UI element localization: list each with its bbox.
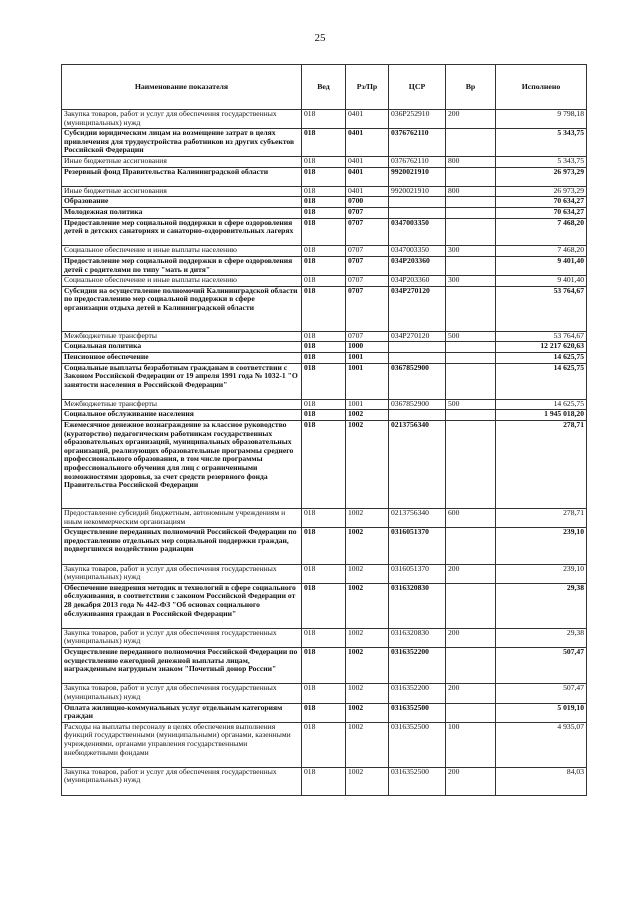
cell-csr: [389, 342, 446, 353]
cell-executed: 239,10: [496, 564, 587, 583]
cell-rz-pr: 0707: [346, 218, 389, 246]
cell-csr: 036P252910: [389, 110, 446, 129]
cell-executed: 9 401,40: [496, 276, 587, 287]
cell-name: Социальное обслуживание населения: [62, 410, 302, 421]
cell-vr: [446, 197, 496, 208]
table-row: [62, 421, 587, 509]
cell-rz-pr: 0707: [346, 207, 389, 218]
cell-vr: [446, 363, 496, 399]
cell-ved: 018: [302, 156, 346, 167]
cell-executed: 26 973,29: [496, 186, 587, 197]
table-row: [62, 218, 587, 246]
cell-name: Предоставление мер социальной поддержки в сфере оздоровления детей в детских санаториях и санаторно-оздоровительных лагерях: [62, 218, 302, 246]
table-row: [62, 207, 587, 218]
cell-name: Закупка товаров, работ и услуг для обеспечения государственных (муниципальных) нужд: [62, 628, 302, 647]
cell-csr: 0316352500: [389, 767, 446, 795]
cell-rz-pr: 0707: [346, 331, 389, 342]
cell-rz-pr: 1002: [346, 421, 389, 509]
cell-ved: 018: [302, 648, 346, 684]
cell-rz-pr: 0700: [346, 197, 389, 208]
cell-rz-pr: 1001: [346, 399, 389, 410]
cell-rz-pr: 1002: [346, 583, 389, 628]
table-row: [62, 410, 587, 421]
cell-rz-pr: 0401: [346, 167, 389, 186]
cell-ved: 018: [302, 399, 346, 410]
cell-vr: 500: [446, 399, 496, 410]
table-row: [62, 509, 587, 528]
table-row: [62, 767, 587, 795]
cell-ved: 018: [302, 110, 346, 129]
cell-vr: 200: [446, 564, 496, 583]
cell-rz-pr: 1002: [346, 564, 389, 583]
cell-rz-pr: 0401: [346, 156, 389, 167]
cell-name: Иные бюджетные ассигнования: [62, 156, 302, 167]
cell-rz-pr: 0707: [346, 286, 389, 331]
header-rz-pr: Рз/Пр: [346, 65, 389, 110]
cell-csr: 0213756340: [389, 509, 446, 528]
cell-executed: 278,71: [496, 421, 587, 509]
cell-executed: 5 019,10: [496, 703, 587, 722]
cell-rz-pr: 0401: [346, 186, 389, 197]
cell-ved: 018: [302, 218, 346, 246]
cell-name: Закупка товаров, работ и услуг для обеспечения государственных (муниципальных) нужд: [62, 767, 302, 795]
cell-rz-pr: 0707: [346, 256, 389, 275]
cell-ved: 018: [302, 509, 346, 528]
table-row: [62, 583, 587, 628]
budget-execution-table: [61, 64, 587, 796]
header-indicator-name: Наименование показателя: [62, 65, 302, 110]
cell-rz-pr: 1002: [346, 628, 389, 647]
cell-executed: 278,71: [496, 509, 587, 528]
cell-rz-pr: 0401: [346, 129, 389, 157]
table-row: [62, 331, 587, 342]
cell-rz-pr: 0707: [346, 276, 389, 287]
cell-name: Социальные выплаты безработным гражданам в соответствии с Законом Российской Федерации от 19 апреля 1991 года № 1032-1 "О занятости населения в Российской Федерации": [62, 363, 302, 399]
cell-ved: 018: [302, 528, 346, 564]
table-row: [62, 363, 587, 399]
table-row: [62, 156, 587, 167]
table-row: [62, 648, 587, 684]
cell-vr: 300: [446, 276, 496, 287]
cell-name: Обеспечение внедрения методик и технологий в сфере социального обслуживания, в соответствии с законом Российской Федерации от 28 декабря 2013 года № 442-ФЗ "Об основах социального обслуживания граждан в Российской Федерации": [62, 583, 302, 628]
cell-ved: 018: [302, 129, 346, 157]
cell-vr: 800: [446, 186, 496, 197]
cell-rz-pr: 1002: [346, 767, 389, 795]
cell-executed: 9 401,40: [496, 256, 587, 275]
cell-vr: 500: [446, 331, 496, 342]
cell-executed: 14 625,75: [496, 399, 587, 410]
cell-vr: [446, 207, 496, 218]
cell-rz-pr: 1002: [346, 410, 389, 421]
cell-csr: [389, 197, 446, 208]
cell-executed: 70 634,27: [496, 197, 587, 208]
cell-name: Иные бюджетные ассигнования: [62, 186, 302, 197]
cell-executed: 84,03: [496, 767, 587, 795]
cell-ved: 018: [302, 421, 346, 509]
cell-csr: [389, 207, 446, 218]
table-row: [62, 703, 587, 722]
table-row: [62, 722, 587, 767]
cell-ved: 018: [302, 207, 346, 218]
cell-rz-pr: 1002: [346, 528, 389, 564]
cell-csr: 0316352200: [389, 648, 446, 684]
cell-executed: 53 764,67: [496, 331, 587, 342]
cell-vr: [446, 648, 496, 684]
cell-rz-pr: 1002: [346, 684, 389, 703]
header-ved: Вед: [302, 65, 346, 110]
cell-csr: 0316320830: [389, 583, 446, 628]
cell-vr: 200: [446, 767, 496, 795]
cell-name: Социальное обеспечение и иные выплаты населению: [62, 246, 302, 257]
cell-executed: 26 973,29: [496, 167, 587, 186]
cell-vr: 200: [446, 110, 496, 129]
cell-csr: 0316352500: [389, 722, 446, 767]
cell-ved: 018: [302, 684, 346, 703]
cell-name: Социальное обеспечение и иные выплаты населению: [62, 276, 302, 287]
table-row: [62, 246, 587, 257]
cell-csr: 034P203360: [389, 276, 446, 287]
cell-csr: 9920021910: [389, 167, 446, 186]
cell-csr: 0376762110: [389, 156, 446, 167]
cell-vr: [446, 167, 496, 186]
cell-csr: 0316352500: [389, 703, 446, 722]
cell-csr: 034P270120: [389, 286, 446, 331]
table-row: [62, 197, 587, 208]
cell-vr: [446, 129, 496, 157]
cell-rz-pr: 0401: [346, 110, 389, 129]
cell-executed: 7 468,20: [496, 218, 587, 246]
cell-vr: 200: [446, 684, 496, 703]
cell-executed: 507,47: [496, 648, 587, 684]
table-row: [62, 186, 587, 197]
cell-ved: 018: [302, 167, 346, 186]
cell-vr: 100: [446, 722, 496, 767]
cell-ved: 018: [302, 410, 346, 421]
cell-vr: 200: [446, 628, 496, 647]
cell-ved: 018: [302, 276, 346, 287]
cell-name: Межбюджетные трансферты: [62, 399, 302, 410]
cell-ved: 018: [302, 564, 346, 583]
cell-name: Социальная политика: [62, 342, 302, 353]
cell-rz-pr: 1002: [346, 703, 389, 722]
cell-vr: 800: [446, 156, 496, 167]
cell-executed: 5 343,75: [496, 129, 587, 157]
page-number: 25: [314, 32, 326, 44]
cell-name: Расходы на выплаты персоналу в целях обеспечения выполнения функций государственными (муниципальными) органами, казенными учреждениями, органами управления государственными внебюджетными фондами: [62, 722, 302, 767]
cell-csr: 0367852900: [389, 399, 446, 410]
cell-ved: 018: [302, 628, 346, 647]
cell-executed: 70 634,27: [496, 207, 587, 218]
cell-vr: [446, 528, 496, 564]
cell-executed: 5 343,75: [496, 156, 587, 167]
cell-name: Осуществление переданных полномочий Российской Федерации по предоставлению отдельных мер социальной поддержки граждан, подвергшихся воздействию радиации: [62, 528, 302, 564]
cell-name: Закупка товаров, работ и услуг для обеспечения государственных (муниципальных) нужд: [62, 564, 302, 583]
cell-rz-pr: 1002: [346, 648, 389, 684]
cell-ved: 018: [302, 767, 346, 795]
cell-csr: 0316051370: [389, 528, 446, 564]
cell-vr: [446, 703, 496, 722]
header-csr: ЦСР: [389, 65, 446, 110]
table-row: [62, 129, 587, 157]
cell-name: Закупка товаров, работ и услуг для обеспечения государственных (муниципальных) нужд: [62, 684, 302, 703]
cell-csr: [389, 410, 446, 421]
cell-executed: 1 945 018,20: [496, 410, 587, 421]
cell-csr: 0347003350: [389, 218, 446, 246]
cell-rz-pr: 1002: [346, 509, 389, 528]
cell-ved: 018: [302, 256, 346, 275]
cell-ved: 018: [302, 703, 346, 722]
cell-csr: [389, 352, 446, 363]
header-vr: Вр: [446, 65, 496, 110]
cell-csr: 0316352200: [389, 684, 446, 703]
table-row: [62, 684, 587, 703]
cell-vr: [446, 583, 496, 628]
table-row: [62, 399, 587, 410]
cell-csr: 034P270120: [389, 331, 446, 342]
cell-executed: 14 625,75: [496, 363, 587, 399]
cell-executed: 12 217 620,63: [496, 342, 587, 353]
cell-csr: 034P203360: [389, 256, 446, 275]
table-row: [62, 110, 587, 129]
cell-vr: [446, 410, 496, 421]
cell-ved: 018: [302, 352, 346, 363]
cell-executed: 239,10: [496, 528, 587, 564]
cell-name: Резервный фонд Правительства Калининградской области: [62, 167, 302, 186]
cell-ved: 018: [302, 722, 346, 767]
cell-rz-pr: 1001: [346, 363, 389, 399]
cell-name: Субсидии юридическим лицам на возмещение затрат в целях привлечения для трудоустройства работников из других субъектов Российской Федерации: [62, 129, 302, 157]
cell-rz-pr: 1001: [346, 352, 389, 363]
cell-name: Ежемесячное денежное вознаграждение за классное руководство (кураторство) педагогическим работникам государственных образовательных организаций, муниципальных образовательных организаций, реализующих образовательные программы среднего профессионального образования, в том числе программы профессионального обучения для лиц с ограниченными возможностями здоровья, за счет средств резервного фонда Правительства Российской Федерации: [62, 421, 302, 509]
header-executed: Исполнено: [496, 65, 587, 110]
cell-ved: 018: [302, 197, 346, 208]
cell-ved: 018: [302, 363, 346, 399]
cell-ved: 018: [302, 286, 346, 331]
cell-executed: 53 764,67: [496, 286, 587, 331]
table-header-row: [62, 65, 587, 110]
cell-csr: 0347003350: [389, 246, 446, 257]
cell-executed: 29,38: [496, 583, 587, 628]
cell-ved: 018: [302, 331, 346, 342]
cell-vr: [446, 256, 496, 275]
cell-ved: 018: [302, 583, 346, 628]
cell-ved: 018: [302, 186, 346, 197]
table-row: [62, 528, 587, 564]
table-body: [62, 110, 587, 796]
cell-name: Образование: [62, 197, 302, 208]
table-row: [62, 256, 587, 275]
cell-name: Субсидии на осуществление полномочий Калининградской области по предоставлению мер социальной поддержки в сфере организации отдыха детей в Калининградской области: [62, 286, 302, 331]
cell-name: Пенсионное обеспечение: [62, 352, 302, 363]
cell-vr: 300: [446, 246, 496, 257]
cell-csr: 0376762110: [389, 129, 446, 157]
cell-csr: 0367852900: [389, 363, 446, 399]
cell-executed: 29,38: [496, 628, 587, 647]
cell-name: Оплата жилищно-коммунальных услуг отдельным категориям граждан: [62, 703, 302, 722]
cell-name: Межбюджетные трансферты: [62, 331, 302, 342]
cell-executed: 14 625,75: [496, 352, 587, 363]
cell-ved: 018: [302, 342, 346, 353]
cell-vr: 600: [446, 509, 496, 528]
cell-vr: [446, 352, 496, 363]
cell-rz-pr: 1000: [346, 342, 389, 353]
cell-executed: 4 935,07: [496, 722, 587, 767]
cell-executed: 7 468,20: [496, 246, 587, 257]
cell-csr: 0316320830: [389, 628, 446, 647]
table-row: [62, 276, 587, 287]
cell-name: Предоставление мер социальной поддержки в сфере оздоровления детей с родителями по типу "мать и дитя": [62, 256, 302, 275]
cell-name: Закупка товаров, работ и услуг для обеспечения государственных (муниципальных) нужд: [62, 110, 302, 129]
cell-vr: [446, 342, 496, 353]
table-row: [62, 342, 587, 353]
table-row: [62, 564, 587, 583]
cell-executed: 507,47: [496, 684, 587, 703]
cell-ved: 018: [302, 246, 346, 257]
table-row: [62, 352, 587, 363]
cell-rz-pr: 0707: [346, 246, 389, 257]
cell-csr: 0213756340: [389, 421, 446, 509]
cell-name: Осуществление переданного полномочия Российской Федерации по осуществлению ежегодной денежной выплаты лицам, награжденным нагрудным знаком "Почетный донор России": [62, 648, 302, 684]
cell-vr: [446, 218, 496, 246]
table-row: [62, 628, 587, 647]
cell-executed: 9 798,18: [496, 110, 587, 129]
cell-name: Молодежная политика: [62, 207, 302, 218]
cell-rz-pr: 1002: [346, 722, 389, 767]
cell-vr: [446, 421, 496, 509]
table-row: [62, 286, 587, 331]
cell-csr: 0316051370: [389, 564, 446, 583]
cell-name: Предоставление субсидий бюджетным, автономным учреждениям и иным некоммерческим организациям: [62, 509, 302, 528]
table-row: [62, 167, 587, 186]
cell-vr: [446, 286, 496, 331]
cell-csr: 9920021910: [389, 186, 446, 197]
